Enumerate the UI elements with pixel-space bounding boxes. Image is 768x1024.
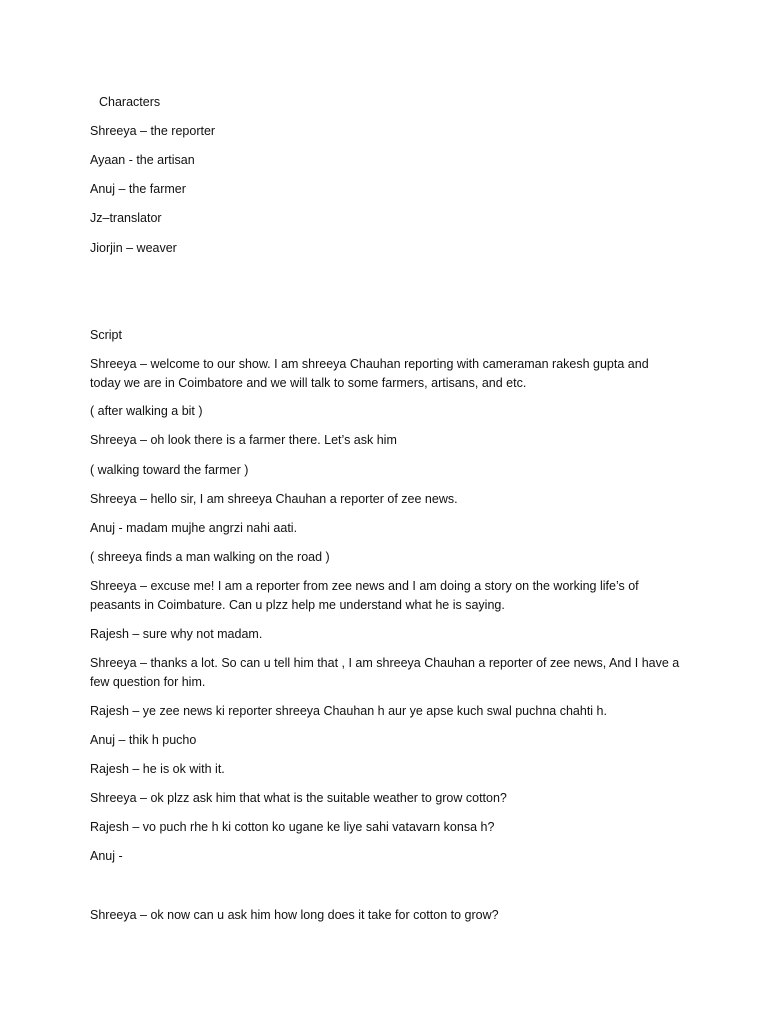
script-line: Shreeya – ok plzz ask him that what is the suitable weather to grow cotton? bbox=[90, 791, 507, 805]
script-line: Rajesh – sure why not madam. bbox=[90, 627, 263, 641]
stage-direction: ( walking toward the farmer ) bbox=[90, 463, 249, 477]
script-line: Shreeya – thanks a lot. So can u tell him that , I am shreeya Chauhan a reporter of zee news, And I have a few question for him. bbox=[90, 656, 680, 689]
character-item: Anuj – the farmer bbox=[90, 182, 186, 196]
script-line: Rajesh – he is ok with it. bbox=[90, 762, 225, 776]
stage-direction: ( after walking a bit ) bbox=[90, 404, 203, 418]
character-item: Jz–translator bbox=[90, 211, 162, 225]
character-item: Ayaan - the artisan bbox=[90, 153, 195, 167]
script-heading: Script bbox=[90, 328, 122, 342]
script-line: Anuj - madam mujhe angrzi nahi aati. bbox=[90, 521, 298, 535]
script-line: Shreeya – welcome to our show. I am shreeya Chauhan reporting with cameraman rakesh gupta and today we are in Coimbatore and we will talk to some farmers, artisans, and etc. bbox=[90, 357, 649, 390]
script-line: Anuj - bbox=[90, 849, 123, 863]
stage-direction: ( shreeya finds a man walking on the road ) bbox=[90, 550, 330, 564]
script-line: Shreeya – hello sir, I am shreeya Chauhan a reporter of zee news. bbox=[90, 492, 458, 506]
script-line: Anuj – thik h pucho bbox=[90, 733, 197, 747]
script-line: Shreeya – oh look there is a farmer there. Let’s ask him bbox=[90, 433, 397, 447]
script-line: Shreeya – excuse me! I am a reporter from zee news and I am doing a story on the working life’s of peasants in Coimbature. Can u plzz help me understand what he is saying. bbox=[90, 579, 639, 612]
script-line: Rajesh – vo puch rhe h ki cotton ko ugane ke liye sahi vatavarn konsa h? bbox=[90, 820, 495, 834]
script-line: Rajesh – ye zee news ki reporter shreeya Chauhan h aur ye apse kuch swal puchna chahti h. bbox=[90, 704, 607, 718]
characters-heading: Characters bbox=[99, 95, 161, 109]
character-item: Jiorjin – weaver bbox=[90, 241, 177, 255]
script-line: Shreeya – ok now can u ask him how long does it take for cotton to grow? bbox=[90, 908, 499, 922]
character-item: Shreeya – the reporter bbox=[90, 124, 216, 138]
